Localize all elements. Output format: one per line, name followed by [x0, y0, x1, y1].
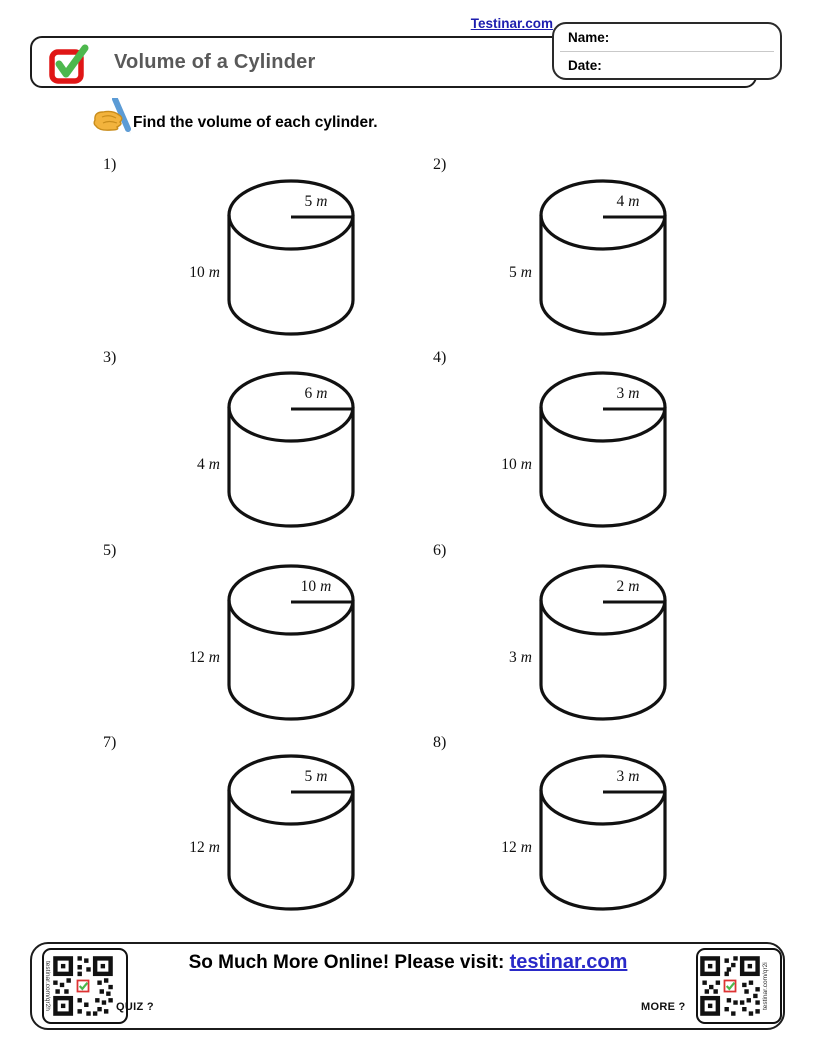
problem-6-number: 6): [433, 542, 447, 559]
radius-label: 3 m: [616, 385, 640, 402]
qr-right-icon: [698, 954, 762, 1018]
cylinder-figure-5: [166, 563, 396, 728]
problem-7-number: 7): [103, 734, 117, 751]
checkbox-logo-icon: [48, 43, 92, 85]
problem-3-number: 3): [103, 349, 117, 366]
date-field-label[interactable]: Date:: [568, 58, 602, 73]
qr-left-url: testinar.com/qr2h: [44, 961, 51, 1011]
page-title: Volume of a Cylinder: [114, 51, 316, 73]
name-date-box: [552, 22, 782, 80]
height-label: 12 m: [189, 839, 220, 856]
height-label: 12 m: [189, 649, 220, 666]
instruction-row: [93, 98, 378, 136]
qr-code-more: [696, 948, 782, 1024]
cylinder-figure-8: [478, 753, 708, 918]
cylinder-figure-6: [478, 563, 708, 728]
radius-label: 10 m: [300, 578, 332, 595]
radius-label: 2 m: [616, 578, 640, 595]
footer-message: So Much More Online! Please visit:: [188, 952, 510, 973]
problem-8-number: 8): [433, 734, 447, 751]
radius-label: 6 m: [304, 385, 328, 402]
height-label: 5 m: [509, 264, 532, 281]
problem-4-number: 4): [433, 349, 447, 366]
name-field-label[interactable]: Name:: [568, 30, 610, 45]
cylinder-figure-2: [478, 178, 708, 343]
instruction-text: Find the volume of each cylinder.: [133, 114, 378, 131]
quiz-label: QUIZ ?: [116, 1001, 154, 1013]
radius-label: 4 m: [616, 193, 640, 210]
testinar-top-link[interactable]: Testinar.com: [470, 16, 553, 31]
footer-testinar-link[interactable]: testinar.com: [509, 951, 628, 973]
problem-1-number: 1): [103, 156, 117, 173]
height-label: 12 m: [501, 839, 532, 856]
radius-label: 5 m: [304, 768, 328, 785]
height-label: 4 m: [197, 456, 220, 473]
problem-2-number: 2): [433, 156, 447, 173]
more-label: MORE ?: [641, 1001, 686, 1013]
writing-hand-icon: [93, 98, 133, 136]
height-label: 3 m: [509, 649, 532, 666]
problem-5-number: 5): [103, 542, 117, 559]
height-label: 10 m: [501, 456, 532, 473]
cylinder-figure-4: [478, 370, 708, 535]
height-label: 10 m: [189, 264, 220, 281]
radius-label: 5 m: [304, 193, 328, 210]
cylinder-figure-3: [166, 370, 396, 535]
cylinder-figure-1: [166, 178, 396, 343]
footer-message-row: [120, 951, 696, 974]
cylinder-figure-7: [166, 753, 396, 918]
qr-left-icon: [51, 954, 115, 1018]
qr-right-url: testinar.com/qr2i: [762, 962, 769, 1010]
radius-label: 3 m: [616, 768, 640, 785]
